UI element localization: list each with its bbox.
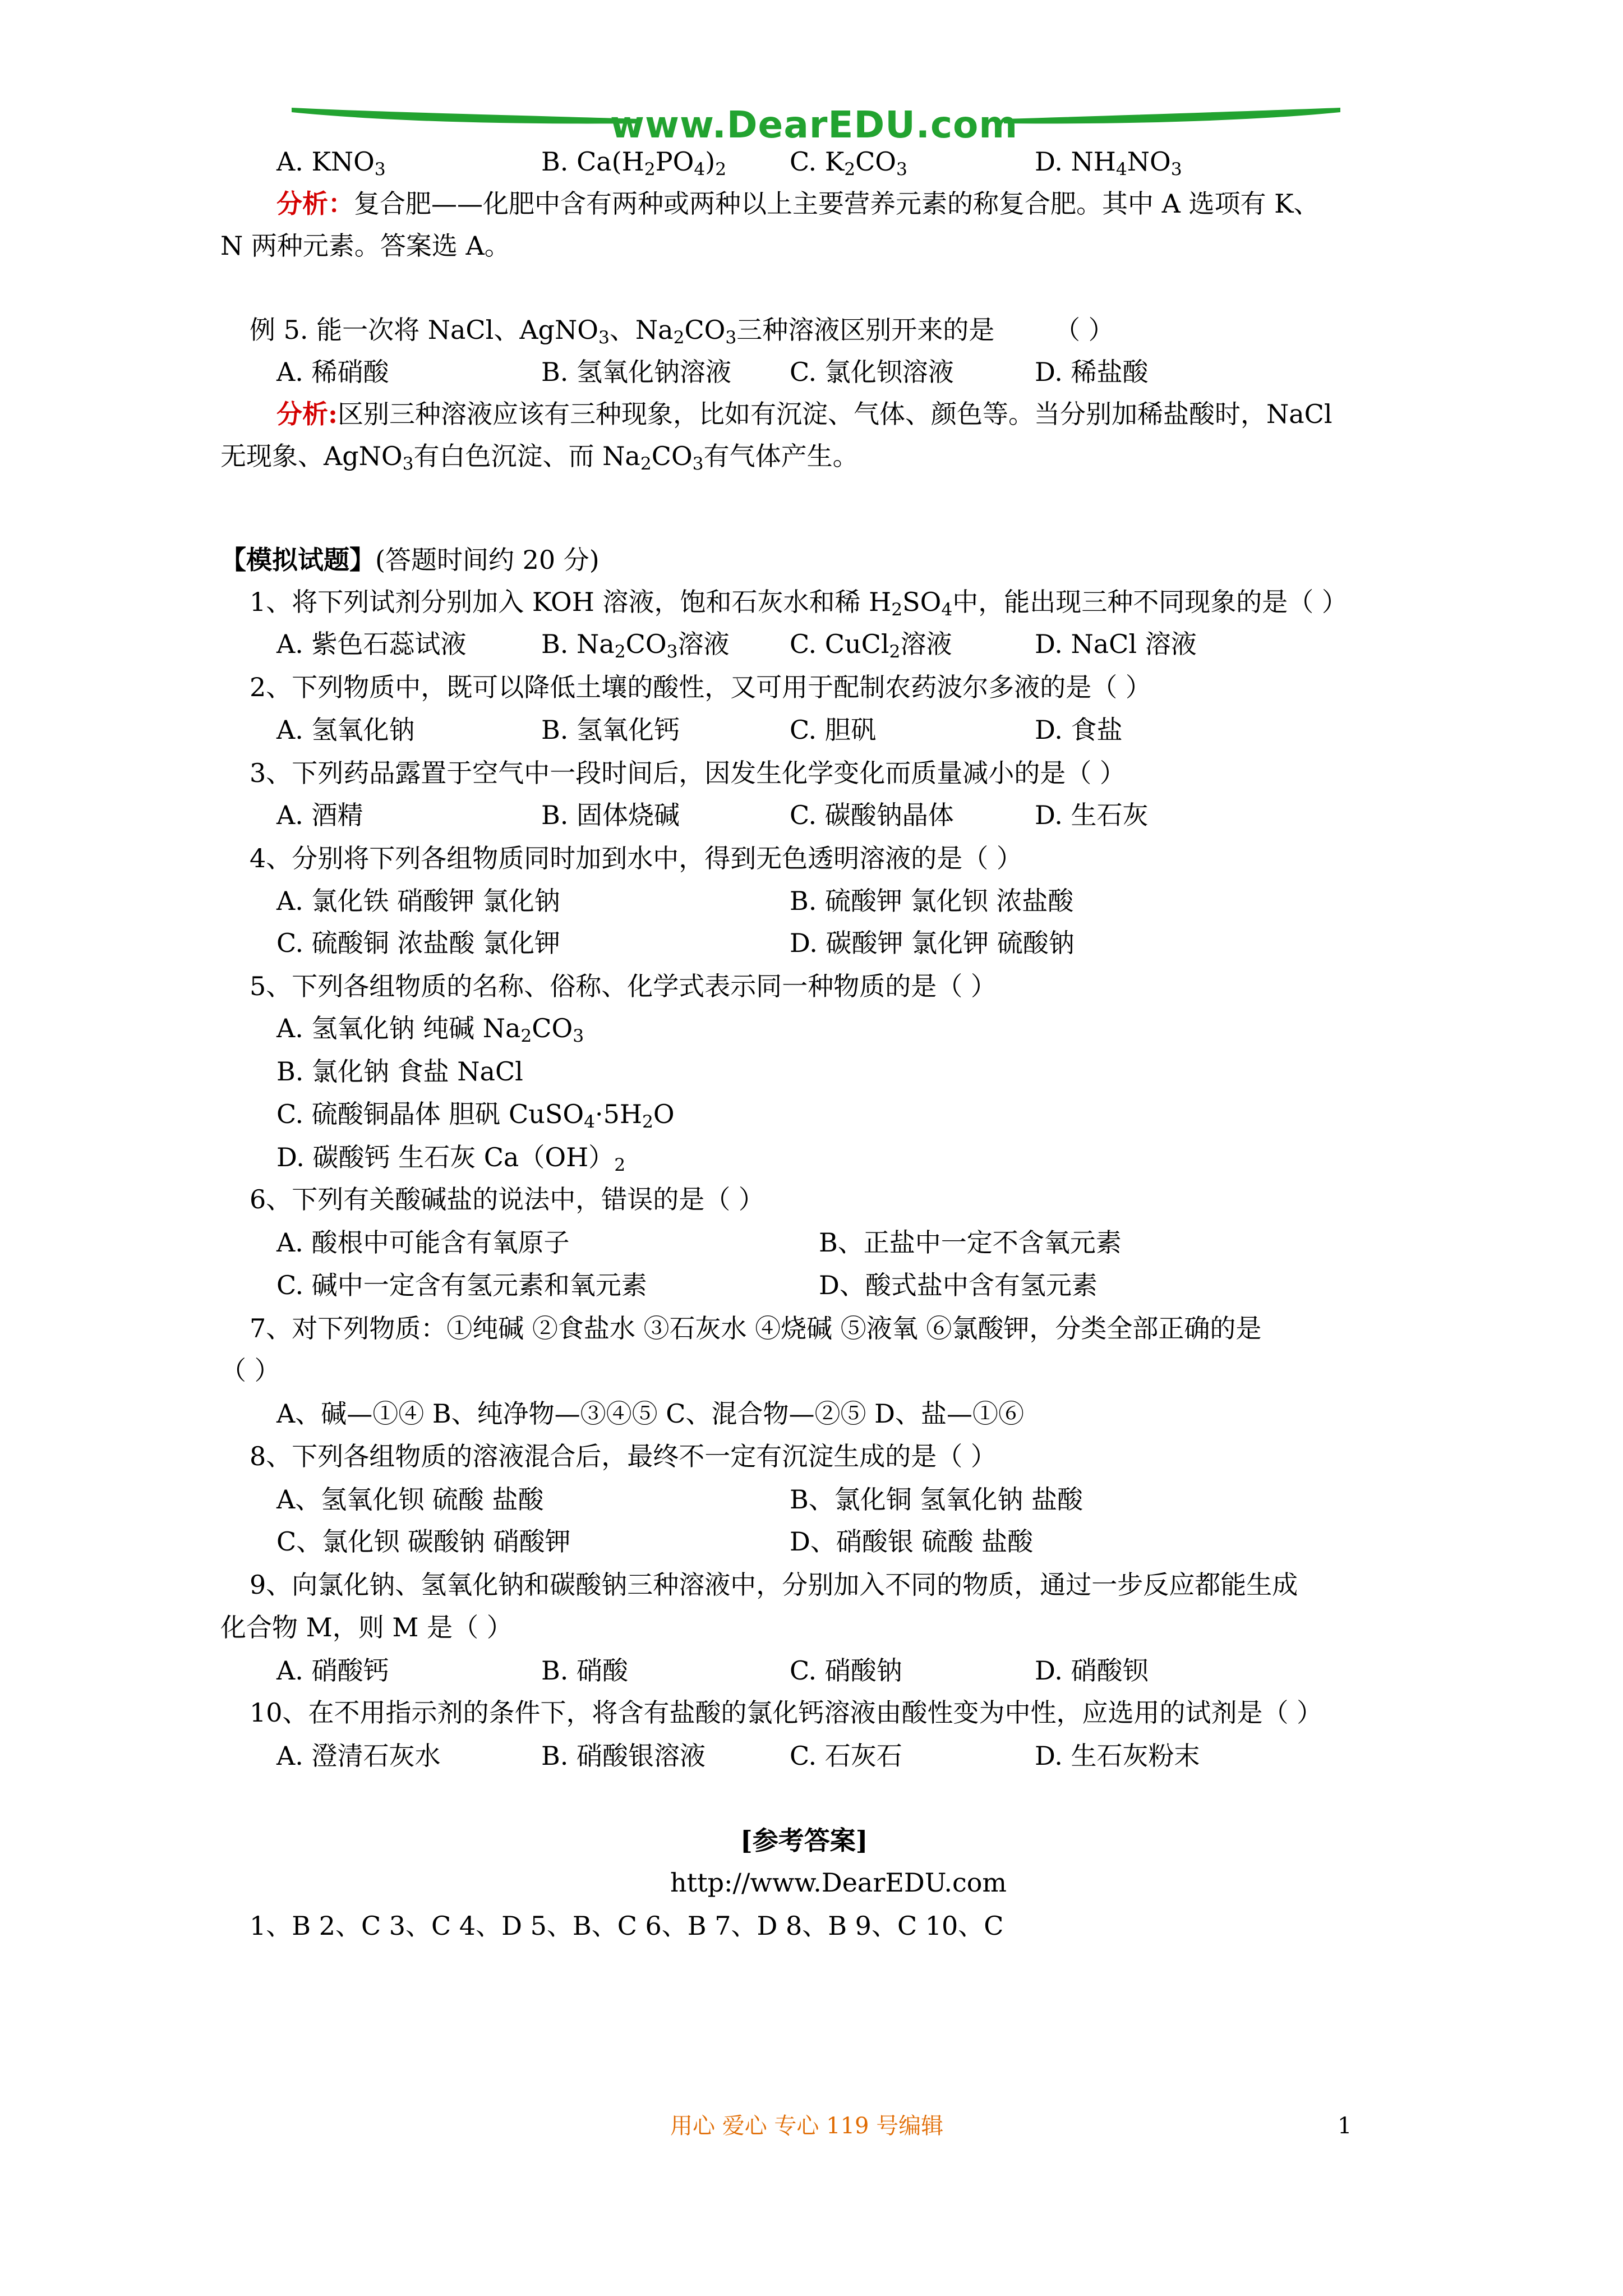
q4-option-b: B. $Ca(H_2PO_4)_2$ — [541, 146, 727, 180]
q3-option-a: A. 酒精 — [276, 800, 363, 830]
q10-option-a: A. 澄清石灰水 — [276, 1741, 441, 1771]
q4-choice-a: A. 氯化铁 硝酸钾 氯化钠 — [276, 886, 560, 916]
q8-choice-c: C、氯化钡 碳酸钠 硝酸钾 — [276, 1526, 571, 1557]
answers-title: [参考答案] — [740, 1825, 868, 1856]
q4-stem: 4、分别将下列各组物质同时加到水中，得到无色透明溶液的是（ ） — [250, 843, 1022, 873]
q4-option-c: C. $K_2CO_3$ — [790, 146, 907, 180]
q3-option-c: C. 碳酸钠晶体 — [790, 800, 954, 830]
example5-bracket: （ ） — [1054, 315, 1114, 345]
q6-choice-b: B、正盐中一定不含氧元素 — [819, 1227, 1122, 1258]
q8-choice-d: D、硝酸银 硫酸 盐酸 — [790, 1526, 1034, 1557]
q9-stem-line2: 化合物 M，则 M 是（ ） — [220, 1612, 513, 1642]
q1-option-a: A. 紫色石蕊试液 — [276, 629, 467, 659]
mock-title: 【模拟试题】 — [220, 545, 375, 575]
q2-option-b: B. 氢氧化钙 — [541, 715, 680, 745]
mock-heading — [220, 547, 600, 573]
q9-option-a: A. 硝酸钙 — [276, 1655, 389, 1686]
q9-option-b: B. 硝酸 — [541, 1655, 629, 1686]
footer-text: 用心 爱心 专心 119 号编辑 — [670, 2113, 944, 2139]
q1-option-d: D. NaCl 溶液 — [1035, 629, 1197, 659]
answers-list: 1、B 2、C 3、C 4、D 5、B、C 6、B 7、D 8、B 9、C 10、C — [250, 1911, 1004, 1941]
q8-stem: 8、下列各组物质的溶液混合后，最终不一定有沉淀生成的是（ ） — [250, 1441, 997, 1471]
q3-option-b: B. 固体烧碱 — [541, 800, 680, 830]
mock-subtitle: (答题时间约 20 分) — [375, 545, 600, 575]
q2-stem: 2、下列物质中，既可以降低土壤的酸性，又可用于配制农药波尔多液的是（ ） — [250, 672, 1151, 702]
q3-stem: 3、下列药品露置于空气中一段时间后，因发生化学变化而质量减小的是（ ） — [250, 758, 1126, 788]
q8-choice-a: A、氢氧化钡 硫酸 盐酸 — [276, 1484, 544, 1515]
q7-bracket: （ ） — [220, 1355, 280, 1386]
q1-option-c: C. CuCl$_2$溶液 — [790, 629, 952, 662]
q1-option-b: B. $Na_2CO_3$溶液 — [541, 629, 730, 662]
q2-option-d: D. 食盐 — [1035, 715, 1123, 745]
q5-choice-b: B. 氯化钠 食盐 NaCl — [276, 1056, 523, 1087]
q2-option-a: A. 氢氧化钠 — [276, 715, 415, 745]
page-number: 1 — [1338, 2113, 1352, 2139]
analysis5-line1: 分析:区别三种溶液应该有三种现象，比如有沉淀、气体、颜色等。当分别加稀盐酸时，NaCl — [276, 399, 1332, 429]
q9-stem-line1: 9、向氯化钠、氢氧化钠和碳酸钠三种溶液中，分别加入不同的物质，通过一步反应都能生成 — [250, 1570, 1298, 1600]
analysis-label: 分析： — [276, 188, 354, 219]
q7-options: A、碱—①④ B、纯净物—③④⑤ C、混合物—②⑤ D、盐—①⑥ — [276, 1398, 1024, 1429]
brand-logo-text[interactable]: www.DearEDU.com — [610, 103, 1018, 146]
q5-stem: 5、下列各组物质的名称、俗称、化学式表示同一种物质的是（ ） — [250, 971, 997, 1001]
q10-stem: 10、在不用指示剂的条件下，将含有盐酸的氯化钙溶液由酸性变为中性，应选用的试剂是（ ） — [250, 1697, 1323, 1728]
q5-choice-c: C. 硫酸铜晶体 胆矾 $CuSO_4\cdot 5H_2O$ — [276, 1099, 675, 1132]
banner-swoosh-left — [292, 102, 639, 136]
q6-choice-d: D、酸式盐中含有氢元素 — [819, 1270, 1098, 1300]
analysis4-line2: N 两种元素。答案选 A。 — [220, 231, 510, 261]
q8-choice-b: B、氯化铜 氢氧化钠 盐酸 — [790, 1484, 1083, 1515]
q3-option-d: D. 生石灰 — [1035, 800, 1149, 830]
q4-option-a: A. $KNO_3$ — [276, 146, 386, 180]
analysis5-line2: 无现象、AgNO$_3$有白色沉淀、而 $Na_2CO_3$有气体产生。 — [220, 441, 859, 474]
q9-option-c: C. 硝酸钠 — [790, 1655, 902, 1686]
q5-choice-a: A. 氢氧化钠 纯碱 $Na_2CO_3$ — [276, 1013, 584, 1046]
q4-choice-c: C. 硫酸铜 浓盐酸 氯化钾 — [276, 928, 561, 958]
q4-option-d: D. $NH_4NO_3$ — [1035, 146, 1182, 180]
q7-stem: 7、对下列物质：①纯碱 ②食盐水 ③石灰水 ④烧碱 ⑤液氧 ⑥氯酸钾，分类全部正确的是 — [250, 1313, 1262, 1343]
q10-option-d: D. 生石灰粉末 — [1035, 1741, 1200, 1771]
banner-swoosh-right — [1004, 102, 1340, 136]
answers-url[interactable]: http://www.DearEDU.com — [670, 1867, 1007, 1898]
q6-choice-c: C. 碱中一定含有氢元素和氧元素 — [276, 1270, 647, 1300]
example5-option-b: B. 氢氧化钠溶液 — [541, 357, 732, 387]
q1-stem: 1、将下列试剂分别加入 KOH 溶液，饱和石灰水和稀 $H_2SO_4$中，能出现三种不同现象的是（ ） — [250, 587, 1348, 620]
q2-option-c: C. 胆矾 — [790, 715, 877, 745]
example5-stem: 例 5. 能一次将 NaCl、AgNO$_3$、$Na_2CO_3$三种溶液区别开来的是 — [250, 315, 995, 348]
q4-choice-b: B. 硫酸钾 氯化钡 浓盐酸 — [790, 886, 1074, 916]
q4-choice-d: D. 碳酸钾 氯化钾 硫酸钠 — [790, 928, 1075, 958]
q6-choice-a: A. 酸根中可能含有氧原子 — [276, 1227, 570, 1258]
q10-option-c: C. 石灰石 — [790, 1741, 902, 1771]
analysis-label: 分析: — [276, 399, 338, 429]
analysis4-line1: 分析：复合肥——化肥中含有两种或两种以上主要营养元素的称复合肥。其中 A 选项有 K、 — [276, 188, 1320, 219]
example5-option-c: C. 氯化钡溶液 — [790, 357, 954, 387]
example5-option-a: A. 稀硝酸 — [276, 357, 389, 387]
q10-option-b: B. 硝酸银溶液 — [541, 1741, 706, 1771]
example5-option-d: D. 稀盐酸 — [1035, 357, 1149, 387]
q6-stem: 6、下列有关酸碱盐的说法中，错误的是（ ） — [250, 1184, 764, 1214]
q5-choice-d: D. 碳酸钙 生石灰 $Ca(OH)_2$ — [276, 1142, 626, 1175]
q9-option-d: D. 硝酸钡 — [1035, 1655, 1149, 1686]
